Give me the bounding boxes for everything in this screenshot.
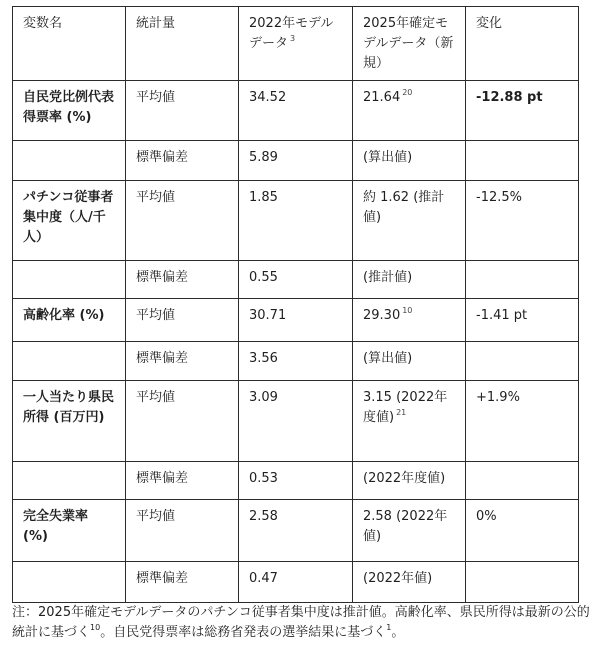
change-cell — [466, 141, 579, 181]
change-cell: +1.9% — [466, 381, 579, 462]
change-cell — [466, 462, 579, 500]
value-2025-cell: (2022年値) — [353, 562, 466, 603]
header-row — [13, 7, 579, 81]
change-cell: -12.5% — [466, 181, 579, 261]
table-row — [13, 500, 579, 562]
variable-cell — [13, 562, 126, 603]
change-cell — [466, 342, 579, 381]
variable-cell — [13, 261, 126, 299]
value-2025-cell: 3.15 (2022年度値) $^{21}$ — [353, 381, 466, 462]
statistic-cell: 平均値 — [126, 500, 239, 562]
citation-ref: 21 — [396, 408, 407, 417]
footnote-text: 注：2025年確定モデルデータのパチンコ従事者集中度は推計値。高齢化率、県民所得は最新の公的統計に基づく — [12, 605, 590, 640]
value-2025-cell: (推計値) — [353, 261, 466, 299]
statistic-cell: 標準偏差 — [126, 562, 239, 603]
variable-cell: 完全失業率 (%) — [13, 500, 126, 562]
statistic-cell: 標準偏差 — [126, 342, 239, 381]
value-2025-cell: (算出値) — [353, 141, 466, 181]
statistics-table — [12, 6, 579, 603]
value-2022-cell: 1.85 — [239, 181, 353, 261]
citation-ref: 3 — [290, 34, 296, 43]
footnote — [12, 603, 594, 643]
citation-ref: 10 — [90, 623, 101, 632]
table-row — [13, 462, 579, 500]
value-2025-cell: 29.30 $^{10}$ — [353, 299, 466, 342]
value-2025-cell: 約 1.62 (推計値) — [353, 181, 466, 261]
header-statistic: 統計量 — [126, 7, 239, 81]
header-change: 変化 — [466, 7, 579, 81]
value-2022-cell: 3.09 — [239, 381, 353, 462]
footnote-text: 。自民党得票率は総務省発表の選挙結果に基づく — [100, 625, 387, 640]
variable-cell: 自民党比例代表得票率 (%) — [13, 81, 126, 141]
table-row — [13, 81, 579, 141]
value-2022-cell: 30.71 — [239, 299, 353, 342]
value-2022-cell: 5.89 — [239, 141, 353, 181]
table-row — [13, 261, 579, 299]
header-model-2025: 2025年確定モデルデータ（新規） — [353, 7, 466, 81]
value-2022-cell: 3.56 — [239, 342, 353, 381]
citation-ref: 1 — [386, 623, 392, 632]
variable-cell — [13, 462, 126, 500]
value-2022-cell: 2.58 — [239, 500, 353, 562]
statistic-cell: 平均値 — [126, 181, 239, 261]
header-variable: 変数名 — [13, 7, 126, 81]
data-table-container — [12, 6, 578, 602]
citation-ref: 10 — [402, 306, 413, 315]
statistic-cell: 平均値 — [126, 299, 239, 342]
change-cell — [466, 562, 579, 603]
variable-cell: パチンコ従事者集中度（人/千人） — [13, 181, 126, 261]
footnote-text: 。 — [391, 625, 405, 640]
change-cell: 0% — [466, 500, 579, 562]
value-2022-cell: 0.47 — [239, 562, 353, 603]
statistic-cell: 標準偏差 — [126, 462, 239, 500]
variable-cell: 高齢化率 (%) — [13, 299, 126, 342]
change-cell: -1.41 pt — [466, 299, 579, 342]
value-2025-cell: (2022年度値) — [353, 462, 466, 500]
variable-cell: 一人当たり県民所得 (百万円) — [13, 381, 126, 462]
variable-cell — [13, 342, 126, 381]
table-row — [13, 141, 579, 181]
value-2025-cell: (算出値) — [353, 342, 466, 381]
statistic-cell: 平均値 — [126, 81, 239, 141]
table-row — [13, 299, 579, 342]
statistic-cell: 平均値 — [126, 381, 239, 462]
statistic-cell: 標準偏差 — [126, 141, 239, 181]
statistic-cell: 標準偏差 — [126, 261, 239, 299]
header-model-2022: 2022年モデルデータ $^3$ — [239, 7, 353, 81]
citation-ref: 20 — [402, 88, 413, 97]
table-row — [13, 562, 579, 603]
value-2025-cell: 21.64 $^{20}$ — [353, 81, 466, 141]
table-row — [13, 381, 579, 462]
value-2025-cell: 2.58 (2022年値) — [353, 500, 466, 562]
value-2022-cell: 0.53 — [239, 462, 353, 500]
change-cell: -12.88 pt — [466, 81, 579, 141]
variable-cell — [13, 141, 126, 181]
table-row — [13, 342, 579, 381]
value-2022-cell: 34.52 — [239, 81, 353, 141]
change-cell — [466, 261, 579, 299]
value-2022-cell: 0.55 — [239, 261, 353, 299]
table-row — [13, 181, 579, 261]
